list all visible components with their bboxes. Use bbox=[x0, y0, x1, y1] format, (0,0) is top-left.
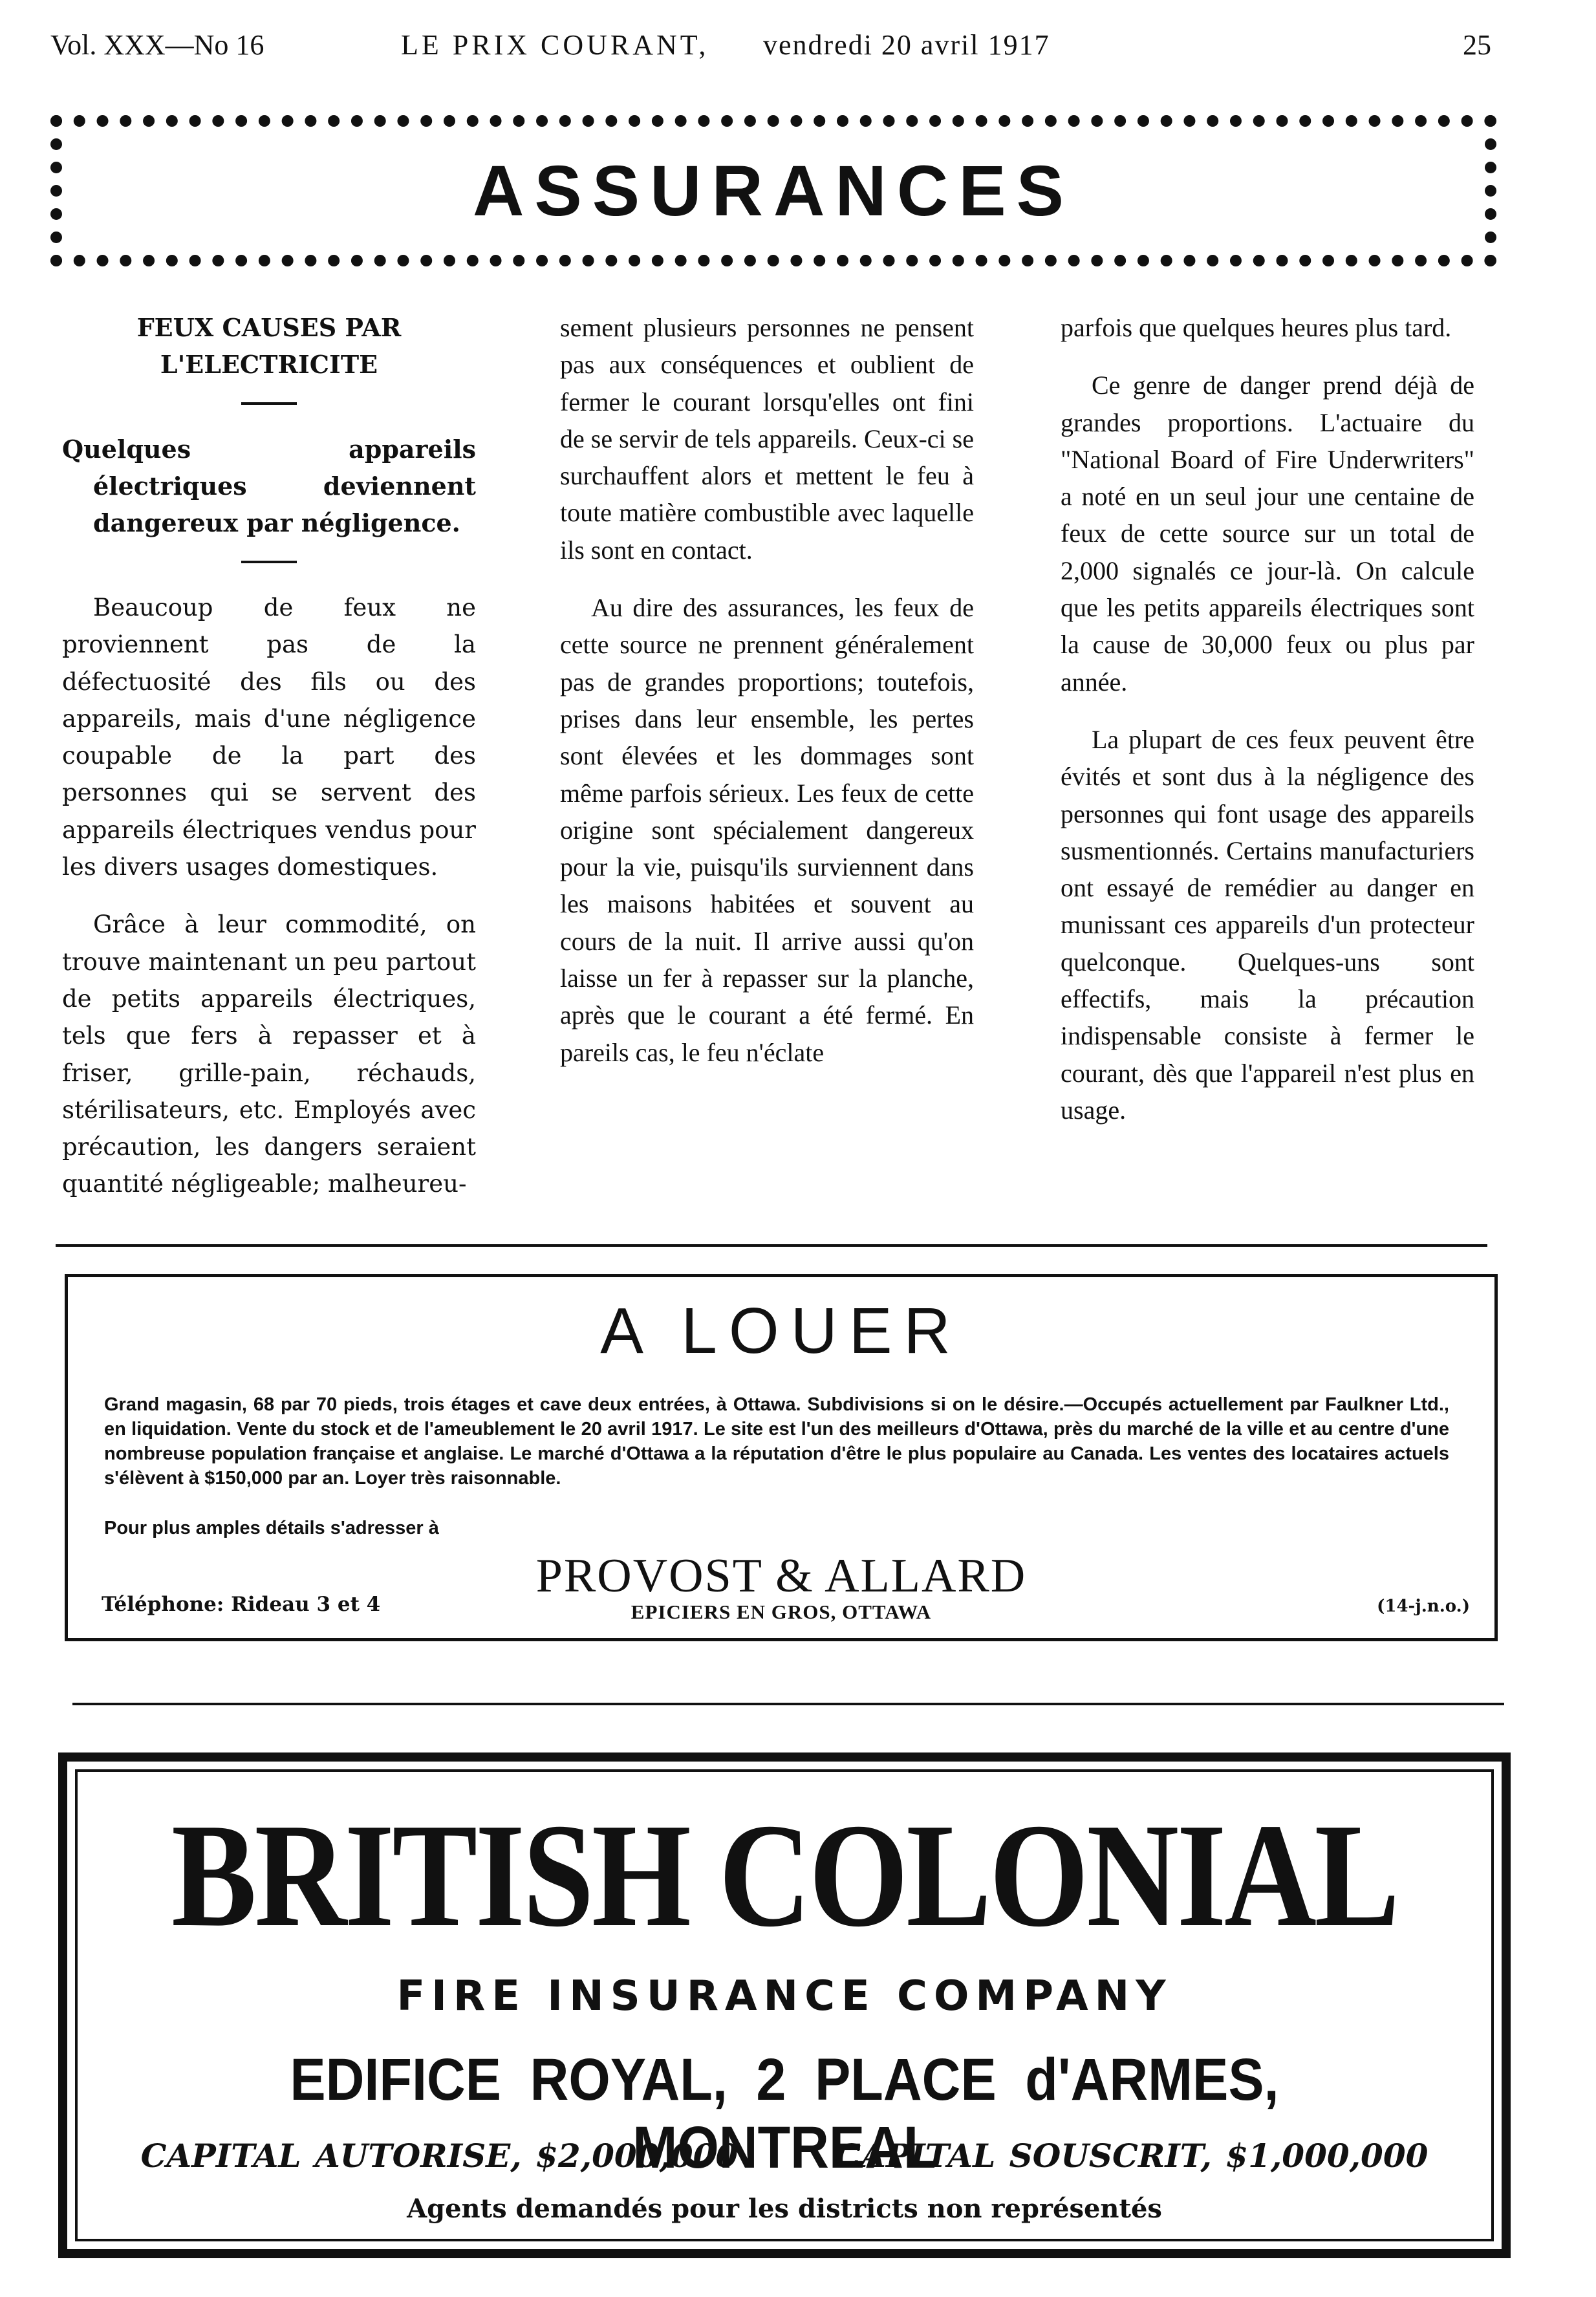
article-column-1 bbox=[62, 309, 476, 1224]
article-paragraph: La plupart de ces feux peuvent être évités et sont dus à la négligence des personnes qui font usage des appareils susmentionnés. Certains manufacturiers ont essayé de remédier au danger en munissant ces appareils d'un protecteur quelconque. Quelques-uns sont effectifs, mais la précaution indispensable consiste à fermer le courant, dès que l'appareil n'est plus en usage. bbox=[1061, 724, 1474, 1125]
article-column-3 bbox=[1061, 309, 1474, 1149]
article-paragraph: Beaucoup de feux ne proviennent pas de la défectuosité des fils ou des appareils, mais d'une négligence coupable de la part des personnes qui se servent des appareils électriques vendus pour les divers usages domestiques. bbox=[62, 594, 476, 881]
insurance-advertisement bbox=[58, 1752, 1511, 2258]
company-capital bbox=[67, 2137, 1502, 2175]
article-paragraph: parfois que quelques heures plus tard. bbox=[1061, 313, 1452, 342]
article-subtitle: Quelques appareils électriques deviennent dangereux par négligence. bbox=[62, 435, 476, 537]
article-paragraph: sement plusieurs personnes ne pensent pas aux conséquences et oublient de fermer le courant lorsqu'elles ont fini de se servir de tels appareils. Ceux-ci se surchauffent alors et mettent le feu à toute matière combustible avec laquelle ils sont en contact. bbox=[560, 313, 974, 565]
agents-wanted: Agents demandés pour les districts non représentés bbox=[407, 2194, 1162, 2224]
ad-phone: Téléphone: Rideau 3 et 4 bbox=[102, 1593, 381, 1616]
subtitle-divider bbox=[241, 561, 297, 563]
page-number: 25 bbox=[1463, 29, 1491, 61]
issue-date: vendredi 20 avril 1917 bbox=[763, 29, 1050, 61]
company-address: EDIFICE ROYAL, 2 PLACE d'ARMES, MONTREAL bbox=[290, 2047, 1279, 2181]
volume-number: Vol. XXX—No 16 bbox=[50, 29, 264, 61]
article-title: FEUX CAUSES PAR L'ELECTRICITE bbox=[136, 313, 402, 379]
rental-advertisement bbox=[65, 1274, 1498, 1641]
company-name: BRITISH COLONIAL bbox=[171, 1793, 1398, 1957]
article-paragraph: Au dire des assurances, les feux de cette source ne prennent généralement pas de grandes proportions; toutefois, prises dans leur ensemble, les pertes sont élevées et les dommages sont même parfois sérieux. Les feux de cette origine sont spécialement dangereux pour la vie, puisqu'ils surviennent dans les maisons habitées et souvent au cours de la nuit. Il arrive aussi qu'on laisse un fer à repasser sur la planche, après que le courant a été fermé. En pareils cas, le feu n'éclate bbox=[560, 593, 974, 1067]
capital-subscribed: CAPITAL SOUSCRIT, $1,000,000 bbox=[835, 2137, 1429, 2175]
company-line: FIRE INSURANCE COMPANY bbox=[396, 1972, 1172, 2020]
article-column-2 bbox=[560, 309, 974, 1092]
publication-title: LE PRIX COURANT, bbox=[401, 29, 709, 61]
horizontal-rule bbox=[56, 1244, 1487, 1247]
article-paragraph: Ce genre de danger prend déjà de grandes proportions. L'actuaire du "National Board of Fire Underwriters" a noté en un seul jour une centaine de feux de cette source sur un total de 2,000 signalés ce jour-là. On calcule que les petits appareils électriques sont la cause de 30,000 feux ou plus par année. bbox=[1061, 371, 1474, 696]
article-paragraph: Grâce à leur commodité, on trouve maintenant un peu partout de petits appareils électriques, tels que fers à repasser et à friser, grille-pain, réchauds, stérilisateurs, etc. Employés avec précaution, les dangers seraient quantité négligeable; malheureu- bbox=[62, 911, 476, 1198]
ad-firm-subtitle: EPICIERS EN GROS, OTTAWA bbox=[631, 1601, 932, 1623]
capital-authorized: CAPITAL AUTORISE, $2,000,000 bbox=[140, 2137, 739, 2175]
section-banner bbox=[50, 115, 1496, 266]
title-divider bbox=[241, 402, 297, 405]
horizontal-rule bbox=[72, 1703, 1504, 1705]
ad-firm-name: PROVOST & ALLARD bbox=[535, 1549, 1027, 1602]
ad-contact-line: Pour plus amples détails s'adresser à bbox=[104, 1518, 439, 1538]
ad-body: Grand magasin, 68 par 70 pieds, trois étages et cave deux entrées, à Ottawa. Subdivisions si on le désire.—Occupés actuellement par Faulkner Ltd., en liquidation. Vente du stock et de l'ameublement le 20 avril 1917. Le site est l'un des meilleurs d'Ottawa, près du marché de la ville et au centre d'une nombreuse population française et anglaise. Le marché d'Ottawa a la réputation d'être le plus populaire au Canada. Les ventes des locataires actuels s'élèvent à $150,000 par an. Loyer très raisonnable. bbox=[104, 1394, 1449, 1489]
ad-reference: (14-j.n.o.) bbox=[1377, 1597, 1470, 1616]
ad-title: A LOUER bbox=[600, 1295, 962, 1367]
section-title: ASSURANCES bbox=[472, 151, 1075, 231]
